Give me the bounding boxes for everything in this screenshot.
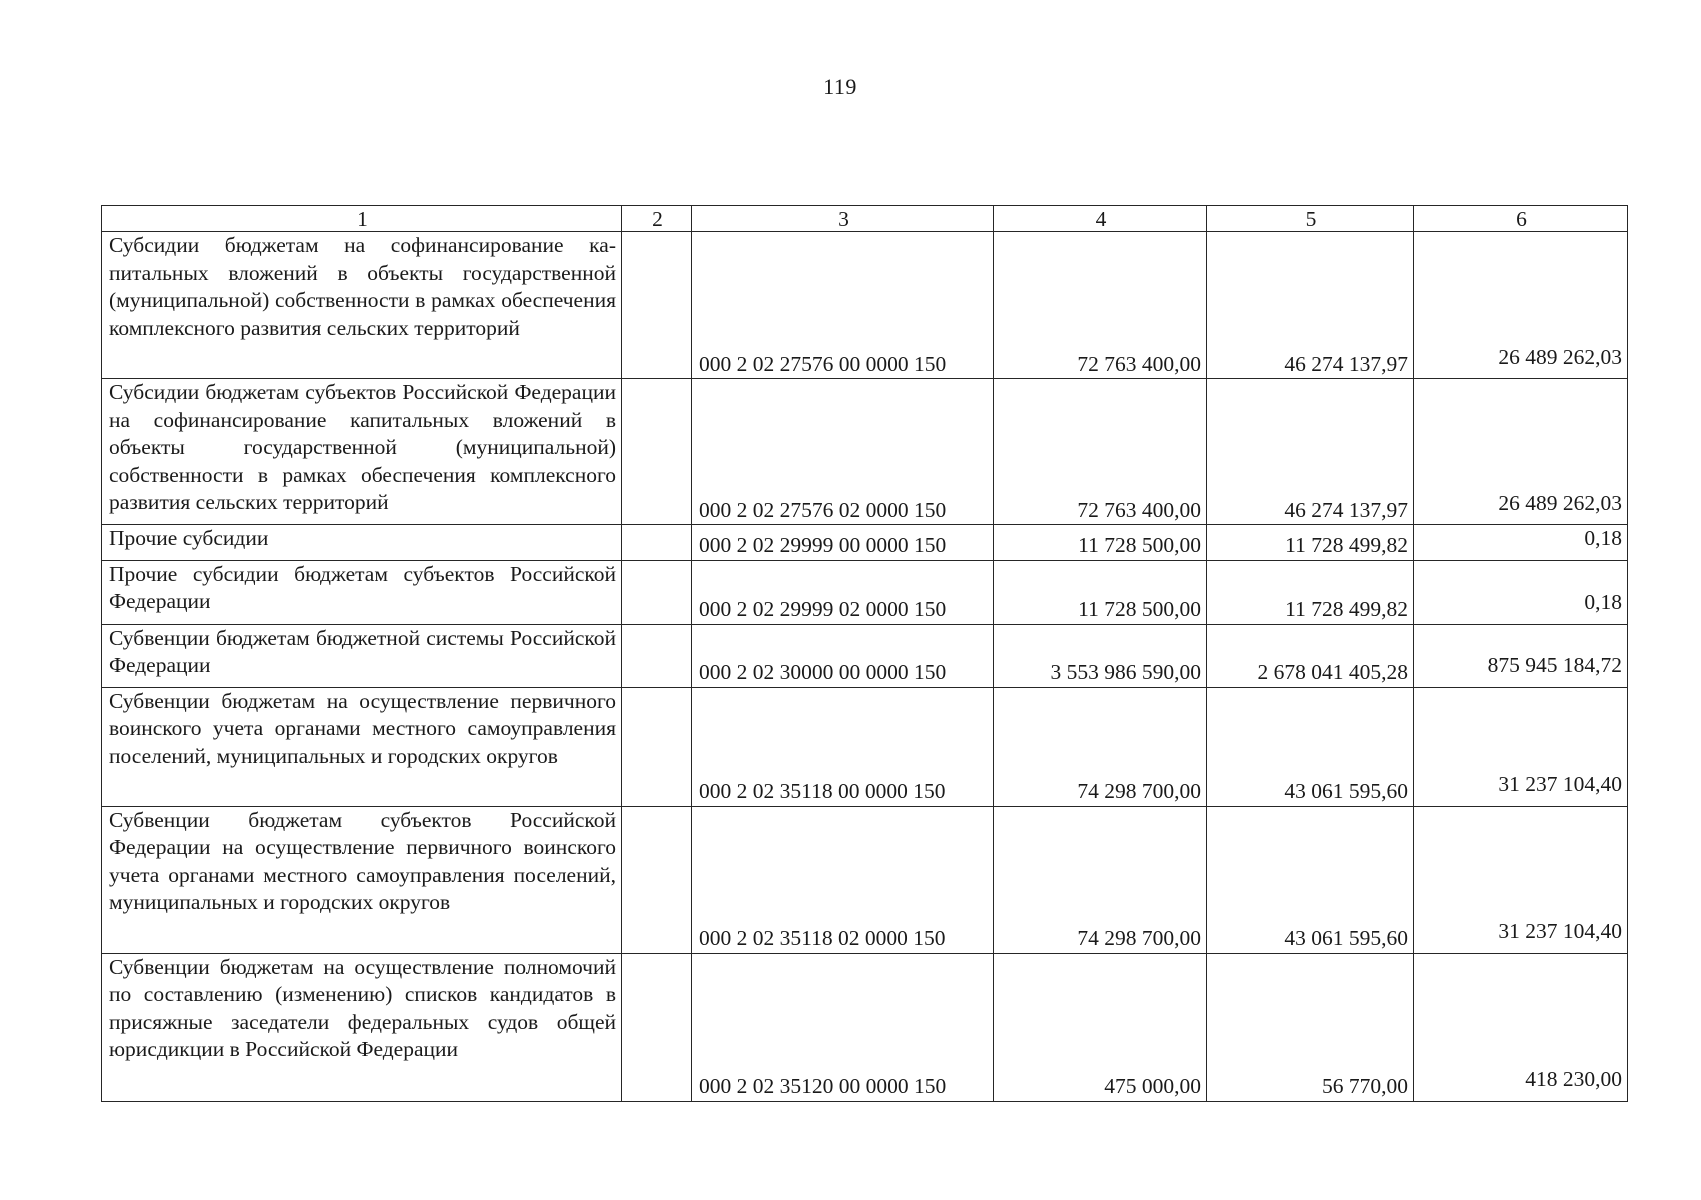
row-col6: 0,18	[1414, 525, 1628, 561]
row-col5: 43 061 595,60	[1207, 687, 1414, 806]
row-code: 000 2 02 35120 00 0000 150	[692, 953, 994, 1101]
row-col5: 2 678 041 405,28	[1207, 624, 1414, 687]
row-name: Прочие субсидии	[102, 525, 622, 561]
column-header-6: 6	[1414, 206, 1628, 232]
row-col2	[622, 525, 692, 561]
row-col2	[622, 560, 692, 624]
table-row	[102, 525, 1628, 561]
row-col4: 11 728 500,00	[994, 560, 1207, 624]
row-code: 000 2 02 35118 00 0000 150	[692, 687, 994, 806]
row-code: 000 2 02 27576 00 0000 150	[692, 232, 994, 379]
budget-table	[101, 205, 1628, 1102]
table-header-row	[102, 206, 1628, 232]
row-col6: 26 489 262,03	[1414, 232, 1628, 379]
row-col5: 43 061 595,60	[1207, 806, 1414, 953]
row-col4: 3 553 986 590,00	[994, 624, 1207, 687]
row-col5: 46 274 137,97	[1207, 232, 1414, 379]
table-row	[102, 379, 1628, 525]
table-row	[102, 560, 1628, 624]
row-name: Субвенции бюджетам бюджетной системы Российской Федерации	[102, 624, 622, 687]
table-row	[102, 953, 1628, 1101]
row-col5: 46 274 137,97	[1207, 379, 1414, 525]
row-col4: 72 763 400,00	[994, 232, 1207, 379]
row-code: 000 2 02 29999 00 0000 150	[692, 525, 994, 561]
column-header-1: 1	[102, 206, 622, 232]
column-header-2: 2	[622, 206, 692, 232]
row-code: 000 2 02 30000 00 0000 150	[692, 624, 994, 687]
row-col6: 875 945 184,72	[1414, 624, 1628, 687]
row-col4: 475 000,00	[994, 953, 1207, 1101]
row-name: Субвенции бюджетам на осуществление полномочий по составлению (изменению) списков кандидатов в присяжные заседатели федеральных судов общей юрисдикции в Российской Федерации	[102, 953, 622, 1101]
column-header-3: 3	[692, 206, 994, 232]
row-col5: 11 728 499,82	[1207, 560, 1414, 624]
row-col4: 72 763 400,00	[994, 379, 1207, 525]
column-header-4: 4	[994, 206, 1207, 232]
row-col5: 56 770,00	[1207, 953, 1414, 1101]
row-col6: 31 237 104,40	[1414, 806, 1628, 953]
row-name: Субсидии бюджетам на софинансирование капитальных вложений в объекты государственной (муниципальной) собственности в рамках обеспечения комплексного развития сельских территорий	[102, 232, 622, 379]
row-col2	[622, 232, 692, 379]
table-row	[102, 624, 1628, 687]
row-col4: 11 728 500,00	[994, 525, 1207, 561]
row-code: 000 2 02 27576 02 0000 150	[692, 379, 994, 525]
row-name: Субсидии бюджетам субъектов Российской Федерации на софинансирование капитальных вложений в объекты государственной (муниципальной) собственности в рамках обеспечения комплексного развития сельских территорий	[102, 379, 622, 525]
row-code: 000 2 02 35118 02 0000 150	[692, 806, 994, 953]
row-col6: 31 237 104,40	[1414, 687, 1628, 806]
row-col6: 418 230,00	[1414, 953, 1628, 1101]
row-col6: 26 489 262,03	[1414, 379, 1628, 525]
row-col2	[622, 687, 692, 806]
row-name: Субвенции бюджетам субъектов Российской Федерации на осуществление первичного воинского учета органами местного самоуправления поселений, муниципальных и городских округов	[102, 806, 622, 953]
row-col2	[622, 953, 692, 1101]
table-row	[102, 687, 1628, 806]
row-name: Прочие субсидии бюджетам субъектов Российской Федерации	[102, 560, 622, 624]
table-row	[102, 806, 1628, 953]
row-code: 000 2 02 29999 02 0000 150	[692, 560, 994, 624]
table-row	[102, 232, 1628, 379]
page-number: 119	[823, 74, 857, 99]
row-col6: 0,18	[1414, 560, 1628, 624]
row-col4: 74 298 700,00	[994, 806, 1207, 953]
row-col2	[622, 379, 692, 525]
row-col5: 11 728 499,82	[1207, 525, 1414, 561]
row-name: Субвенции бюджетам на осуществление первичного воинского учета органами местного самоуправления поселений, муниципальных и городских округов	[102, 687, 622, 806]
column-header-5: 5	[1207, 206, 1414, 232]
row-col2	[622, 624, 692, 687]
row-col2	[622, 806, 692, 953]
row-col4: 74 298 700,00	[994, 687, 1207, 806]
